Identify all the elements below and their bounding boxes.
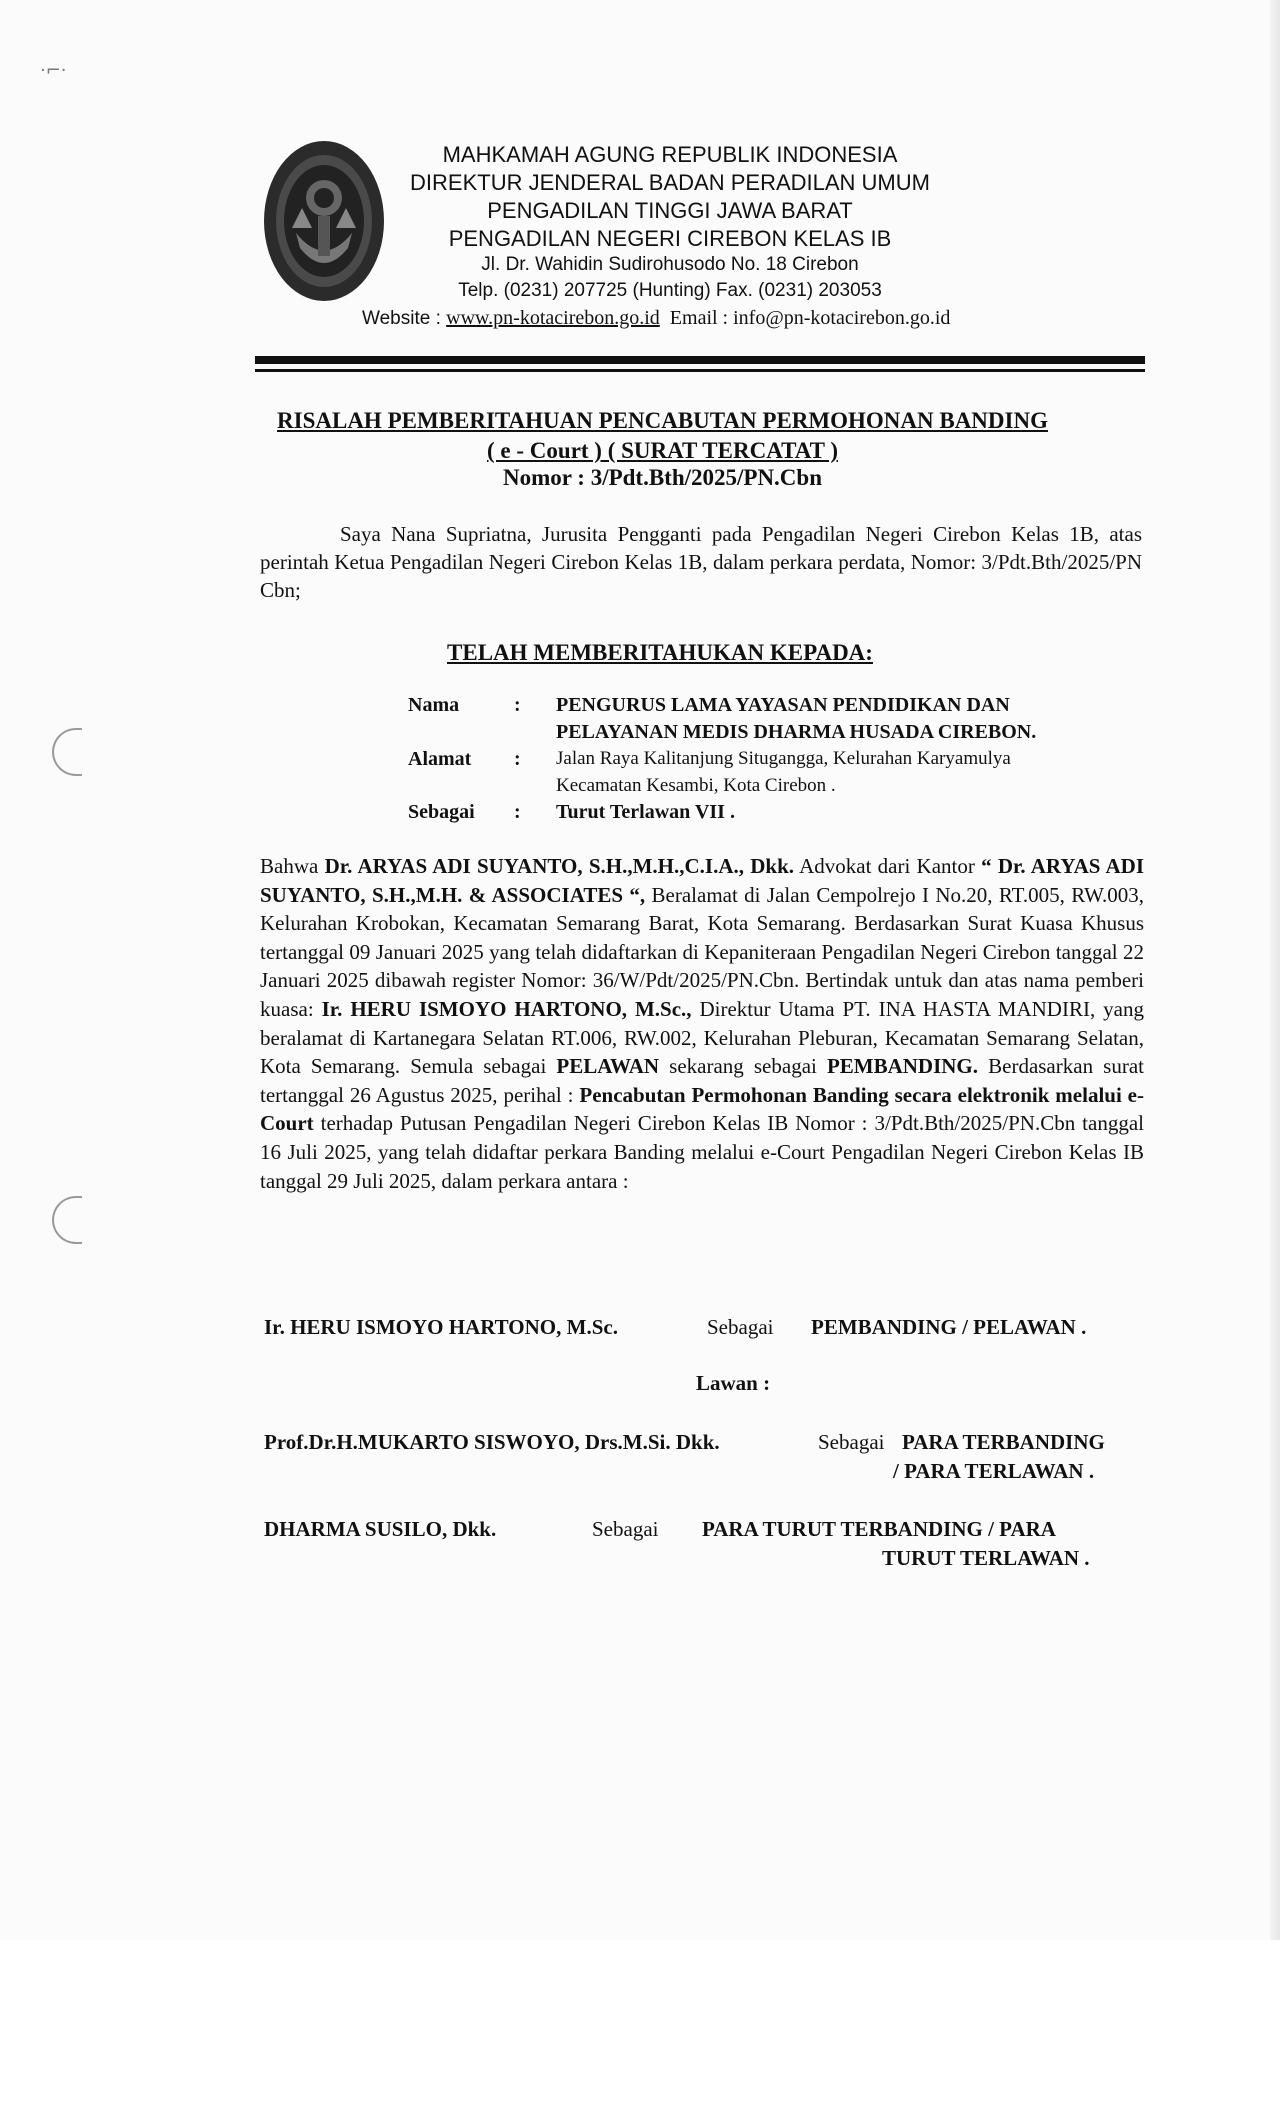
scan-bottom-margin xyxy=(0,1940,1280,2103)
nama-colon: : xyxy=(514,694,521,716)
terbanding-role-line-1: PARA TERBANDING xyxy=(902,1430,1105,1454)
main-text-6: Berdasarkan surat tertanggal 26 Agustus 2025, perihal : xyxy=(260,1054,1144,1107)
letterhead-line-3: PENGADILAN TINGGI JAWA BARAT xyxy=(487,198,853,223)
main-text-3: Beralamat di Jalan Cempolrejo I No.20, RT.005, RW.003, Kelurahan Krobokan, Kecamatan Semarang Barat, Kota Semarang. Berdasarkan Surat Kuasa Khusus tertanggal 09 Januari 2025 yang telah didaftarkan di Kepaniteraan Pengadilan Negeri Cirebon tanggal 22 Januari 2025 dibawah register Nomor: 36/W/Pdt/2025/PN.Cbn. Bertindak untuk dan atas nama pemberi kuasa: xyxy=(260,882,1144,1021)
main-paragraph xyxy=(260,852,1144,1195)
pembanding-role: PEMBANDING / PELAWAN . xyxy=(811,1315,1087,1339)
main-text-5: sekarang sebagai xyxy=(659,1054,827,1079)
contact-spacer xyxy=(660,307,670,329)
letterhead-line-4: PENGADILAN NEGERI CIREBON KELAS IB xyxy=(448,226,892,251)
nama-label: Nama xyxy=(408,694,460,716)
website-label: Website : xyxy=(362,308,447,329)
document-subtitle: ( e - Court ) ( SURAT TERCATAT ) xyxy=(487,438,838,463)
pembanding-name: Ir. HERU ISMOYO HARTONO, M.Sc. xyxy=(264,1315,618,1339)
main-text-2: Advokat dari Kantor xyxy=(794,854,982,878)
terbanding-name: Prof.Dr.H.MUKARTO SISWOYO, Drs.M.Si. Dkk. xyxy=(264,1430,720,1454)
website-link[interactable]: www.pn-kotacirebon.go.id xyxy=(446,307,660,329)
letterhead-rule-thick xyxy=(255,356,1145,364)
nama-value-line-1: PENGURUS LAMA YAYASAN PENDIDIKAN DAN xyxy=(556,694,1010,716)
scan-speck: ·⌐· xyxy=(40,60,67,81)
turut-role-line-1: PARA TURUT TERBANDING / PARA xyxy=(702,1517,1056,1541)
letterhead-line-2: DIREKTUR JENDERAL BADAN PERADILAN UMUM xyxy=(410,170,930,195)
sebagai-label: Sebagai xyxy=(408,801,475,823)
main-text-4: Direktur Utama PT. INA HASTA MANDIRI, yang beralamat di Kartanegara Selatan RT.006, RW.002, Kelurahan Pleburan, Kecamatan Semarang Selatan, Kota Semarang. Semula sebagai xyxy=(260,996,1144,1079)
advocate-name: Dr. ARYAS ADI SUYANTO, S.H.,M.H.,C.I.A., Dkk. xyxy=(324,854,795,878)
nama-value-line-2: PELAYANAN MEDIS DHARMA HUSADA CIREBON. xyxy=(556,721,1037,743)
subject-text: Pencabutan Permohonan Banding secara elektronik melalui e-Court xyxy=(260,1082,1144,1136)
lawan-label: Lawan : xyxy=(696,1371,771,1395)
document-number: Nomor : 3/Pdt.Bth/2025/PN.Cbn xyxy=(502,465,823,490)
alamat-value-line-2: Kecamatan Kesambi, Kota Cirebon . xyxy=(556,775,836,796)
alamat-label: Alamat xyxy=(408,748,472,770)
terbanding-role-line-2: / PARA TERLAWAN . xyxy=(893,1459,1095,1483)
letterhead-phone: Telp. (0231) 207725 (Hunting) Fax. (0231) 203053 xyxy=(458,280,882,301)
letterhead-address: Jl. Dr. Wahidin Sudirohusodo No. 18 Cirebon xyxy=(481,254,859,275)
main-text-7: terhadap Putusan Pengadilan Negeri Cirebon Kelas IB Nomor : 3/Pdt.Bth/2025/PN.Cbn tanggal 16 Juli 2025, yang telah didaftar perkara Banding melalui e-Court Pengadilan Negeri Cirebon Kelas IB tanggal 29 Juli 2025, dalam perkara antara : xyxy=(260,1111,1144,1193)
pembanding-sebagai: Sebagai xyxy=(707,1315,774,1339)
principal-name: Ir. HERU ISMOYO HARTONO, M.Sc., xyxy=(321,996,692,1021)
turut-name: DHARMA SUSILO, Dkk. xyxy=(264,1517,497,1541)
document-title: RISALAH PEMBERITAHUAN PENCABUTAN PERMOHONAN BANDING xyxy=(277,408,1048,433)
alamat-value-line-1: Jalan Raya Kalitanjung Situgangga, Kelurahan Karyamulya xyxy=(556,748,1011,769)
sebagai-value: Turut Terlawan VII . xyxy=(556,801,735,823)
letterhead-contact xyxy=(0,307,1280,330)
punch-hole-mark xyxy=(52,1196,82,1244)
terbanding-sebagai: Sebagai xyxy=(818,1430,885,1454)
role-pelawan: PELAWAN xyxy=(556,1054,660,1079)
email-label: Email : xyxy=(669,307,734,329)
main-text-1: Bahwa xyxy=(260,854,325,878)
letterhead-line-1: MAHKAMAH AGUNG REPUBLIK INDONESIA xyxy=(442,142,898,167)
recipient-heading: TELAH MEMBERITAHUKAN KEPADA: xyxy=(447,640,873,665)
law-office-name: “ Dr. ARYAS ADI SUYANTO, S.H.,M.H. & ASSOCIATES “, xyxy=(260,854,1145,907)
alamat-colon: : xyxy=(514,748,521,770)
turut-role-line-2: TURUT TERLAWAN . xyxy=(882,1546,1090,1570)
intro-paragraph: Saya Nana Supriatna, Jurusita Pengganti pada Pengadilan Negeri Cirebon Kelas 1B, atas perintah Ketua Pengadilan Negeri Cirebon Kelas 1B, dalam perkara perdata, Nomor: 3/Pdt.Bth/2025/PN Cbn; xyxy=(260,522,1142,602)
sebagai-colon: : xyxy=(514,801,521,823)
email-value: info@pn-kotacirebon.go.id xyxy=(733,307,951,329)
punch-hole-mark xyxy=(52,728,82,776)
role-pembanding: PEMBANDING. xyxy=(826,1054,979,1079)
turut-sebagai: Sebagai xyxy=(592,1517,659,1541)
letterhead-rule-thin xyxy=(255,369,1145,372)
